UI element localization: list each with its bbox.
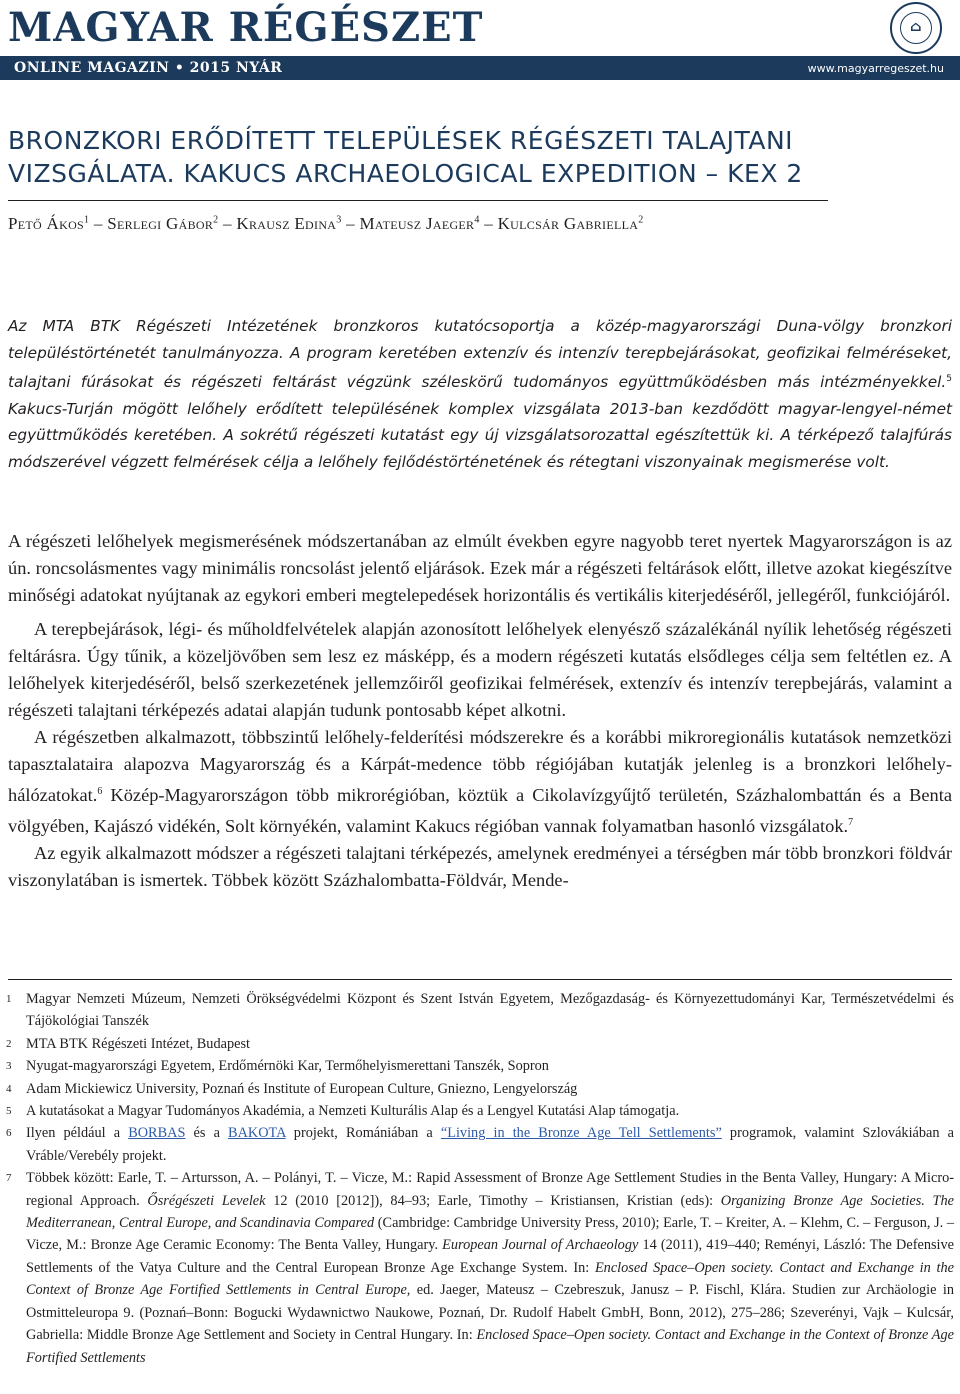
archaeolingua-seal-icon: ⌂ (890, 2, 942, 54)
article-title-line-1: BRONZKORI ERŐDÍTETT TELEPÜLÉSEK RÉGÉSZETI TALAJTANI (8, 126, 794, 155)
author-affiliation: 4 (474, 214, 480, 226)
body-paragraph: A terepbejárások, légi- és műholdfelvételek alapján azonosított lelőhelyek elenyésző százalékánál nyílik lehetőség régészeti feltárásra. Úgy tűnik, a közeljövőben sem lesz ez másképp, és a modern régészeti kutatás elsődleges célja sem feltétlen ez. A lelőhelyek kiterjedéséről, belső szerkezetének jellemzőiről geofizikai felmérések, extenzív és intenzív terepbejárás, valamint a régészeti talajtani térképezés adatai alapján tudunk pontosabb képet alkotni. (8, 619, 952, 720)
footnote-1: 1 Magyar Nemzeti Múzeum, Nemzeti Örökségvédelmi Központ és Szent István Egyetem, Mezőgazdaság- és Környezettudományi Kar, Természetvédelmi és Tájökológiai Tanszék (6, 991, 954, 1030)
magazine-url[interactable]: www.magyarregeszet.hu (807, 62, 944, 75)
author-separator: – (484, 214, 494, 233)
author-affiliation: 2 (638, 214, 644, 226)
author-name: Kulcsár Gabriella (497, 214, 639, 233)
author-separator: – (93, 214, 103, 233)
abstract: Az MTA BTK Régészeti Intézetének bronzkoros kutatócsoportja a közép-magyarországi Duna-völgy bronzkori településtörténetét tanulmányozza. A program keretében extenzív és intenzív terepbejárásokat, geofizikai felméréseket, talajtani fúrásokat és régészeti feltárást végzünk széleskörű tudományos együttműködésben más intézményekkel.$^5$ Kakucs-Turján mögött lelőhely erődített településének komplex vizsgálata 2013-ban kezdődött magyar-lengyel-német együttműködés keretében. A sokrétű régészeti kutatást egy új vizsgálatsorozattal egészítettük ki. A térképező talajfúrás módszerével végzett felmérések célja a lelőhely fejlődéstörténetének és rétegtani viszonyainak megismerése volt. (8, 317, 952, 471)
author-list (8, 214, 952, 234)
title-divider (8, 200, 828, 201)
footnotes (0, 988, 960, 1369)
footnote-7: 7 Többek között: Earle, T. – Artursson, A. – Polányi, T. – Vicze, M.: Rapid Assessment of Bronze Age Settlement Studies in the Benta Valley, Hungary: A Micro-regional Approach. Ősrégészeti Levelek 12 (2010 [2012]), 84–93; Earle, Timothy – Kristiansen, Kristian (eds): Organizing Bronze Age Societies. The Mediterranean, Central Europe, and Scandinavia Compared (Cambridge: Cambridge University Press, 2010); Earle, T. – Kreiter, A. – Klehm, C. – Ferguson, J. – Vicze, M.: Bronze Age Ceramic Economy: The Benta Valley, Hungary. European Journal of Archaeology 14 (2011), 419–440; Reményi, László: The Defensive Settlements of the Vatya Culture and the Central European Bronze Age Exchange System. In: Enclosed Space–Open society. Contact and Exchange in the Context of Bronze Age Fortified Settlements in Central Europe, ed. Jaeger, Mateusz – Czebreszuk, Janusz – P. Fischl, Klára. Studien zur Archäologie in Ostmitteleuropa 9. (Poznań–Bonn: Bogucki Wydawnictwo Naukowe, Poznań, Dr. Rudolf Habelt GmbH, Bonn, 2012), 275–286; Szeverényi, Vajk – Kulcsár, Gabriella: Middle Bronze Age Settlement and Society in Central Hungary. In: Enclosed Space–Open society. Contact and Exchange in the Context of Bronze Age Fortified Settlements (6, 1170, 955, 1366)
author-affiliation: 2 (213, 214, 219, 226)
footnote-2: 2 MTA BTK Régészeti Intézet, Budapest (6, 1035, 250, 1052)
footnote-ref[interactable]: 6 (97, 786, 103, 797)
author-affiliation: 1 (84, 214, 90, 226)
footnote-ref[interactable]: 7 (848, 817, 854, 829)
living-in-bronze-age-link[interactable]: “Living in the Bronze Age Tell Settlements” (440, 1125, 722, 1142)
article-title (8, 124, 952, 190)
author-name: Serlegi Gábor (107, 214, 214, 233)
author-name: Mateusz Jaeger (359, 214, 475, 233)
footnote-ref[interactable]: 5 (946, 374, 952, 384)
masthead (0, 0, 960, 80)
footnote-divider (8, 979, 952, 980)
article-body (8, 528, 952, 894)
footnote-3: 3 Nyugat-magyarországi Egyetem, Erdőmérnöki Kar, Termőhelyismerettani Tanszék, Sopron (6, 1058, 549, 1075)
magazine-title: MAGYAR RÉGÉSZET (8, 4, 484, 51)
body-paragraph: A régészeti lelőhelyek megismerésének módszertanában az elmúlt években egyre nagyobb teret nyertek Magyarországon is az ún. roncsolásmentes vagy minimális roncsolást jelentő eljárások. Ezek már a régészeti feltárások előtt, illetve azokat kiegészítve minőségi adatokat nyújtanak az egykori emberi megtelepedések horizontális és vertikális kiterjedéséről, jellegéről, funkciójáról. (8, 531, 952, 605)
masthead-bar (0, 56, 960, 80)
author-separator: – (223, 214, 232, 233)
magazine-subtitle: ONLINE MAGAZIN • 2015 NYÁR (14, 60, 283, 76)
borbas-link[interactable]: BORBAS (128, 1125, 186, 1142)
author-affiliation: 3 (336, 214, 342, 226)
bakota-link[interactable]: BAKOTA (228, 1125, 286, 1142)
footnote-6: 6 Ilyen például a BORBAS és a BAKOTA projekt, Romániában a “Living in the Bronze Age Tell Settlements” programok, valamint Szlovákiában a Vráble/Verebély projekt. (6, 1125, 955, 1164)
footnote-5: 5 A kutatásokat a Magyar Tudományos Akadémia, a Nemzeti Kulturális Alap és a Lengyel Kutatási Alap támogatja. (6, 1103, 680, 1120)
body-paragraph: A régészetben alkalmazott, többszintű lelőhely-felderítési módszerekre és a korábbi mikroregionális kutatások nemzetközi tapasztalataira alapozva Magyarország és a Kárpát-medence több régiójában kutatják jelenleg is a bronzkori lelőhely-hálózatokat.$^6$ Közép-Magyarországon több mikrorégióban, köztük a Cikolavízgyűjtő területén, Százhalombattán és a Benta völgyében, Kajászó vidékén, Solt környékén, valamint Kakucs régióban vannak folyamatban hasonló vizsgálatok.$^7$ (8, 727, 952, 837)
article-title-line-2: VIZSGÁLATA. KAKUCS ARCHAEOLOGICAL EXPEDITION – KEX 2 (8, 159, 803, 188)
footnote-4: 4 Adam Mickiewicz University, Poznań és Institute of European Culture, Gniezno, Lengyelország (6, 1080, 578, 1097)
author-name: Krausz Edina (236, 214, 337, 233)
author-separator: – (346, 214, 355, 233)
author-name: Pető Ákos (8, 214, 85, 233)
body-paragraph: Az egyik alkalmazott módszer a régészeti talajtani térképezés, amelynek eredményei a térségben már több bronzkori földvár viszonylatában is ismertek. Többek között Százhalombatta-Földvár, Mende- (8, 843, 952, 891)
